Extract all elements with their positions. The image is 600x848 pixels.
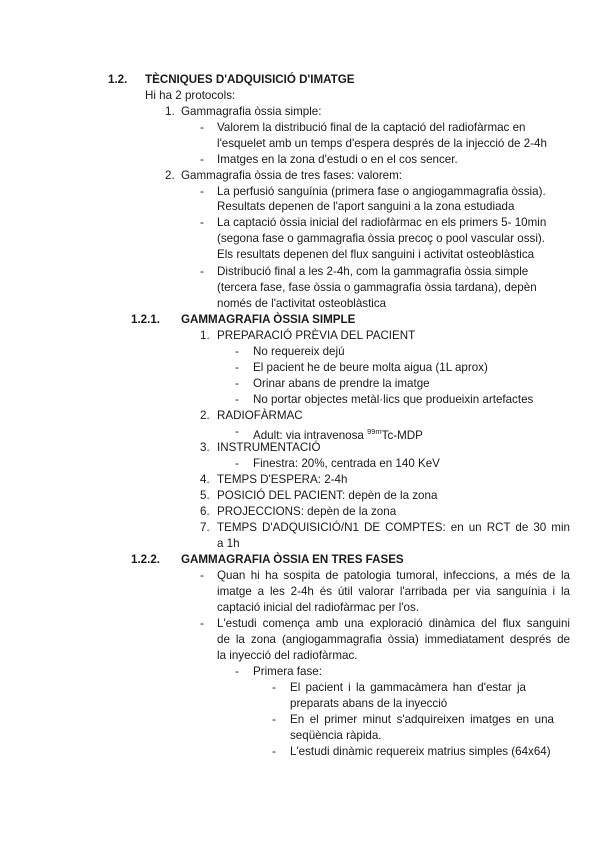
bullet-text: La captació òssia inicial del radiofàrmac en els primers 5- 10min (217, 216, 547, 229)
list-item-label: INSTRUMENTACIÓ (217, 441, 321, 454)
subsection-number: 1.2.1. (131, 313, 161, 326)
bullet-dash: - (272, 713, 276, 726)
bullet-text: només de l'activitat osteoblàstica (217, 297, 387, 310)
bullet-text: (tercera fase, fase òssia o gammagrafia òssia tardana), depèn (217, 281, 537, 294)
subsection-number: 1.2.2. (131, 553, 161, 566)
bullet-text: captació inicial del radiofàrmac per l'os. (217, 601, 419, 614)
intro-text: Hi ha 2 protocols: (145, 89, 236, 102)
bullet-text: La perfusió sanguínia (primera fase o angiogammagrafia òssia). (217, 185, 546, 198)
bullet-dash: - (235, 665, 239, 678)
bullet-text: L'estudi dinàmic requereix matrius simples (64x64) (290, 745, 551, 758)
bullet-text: imatge a les 2-4h és útil valorar l'arribada per via sanguínia i la (217, 585, 570, 598)
list-number: 3. (200, 441, 210, 454)
list-item-label: POSICIÓ DEL PACIENT: depèn de la zona (217, 489, 438, 502)
bullet-text: Els resultats depenen del flux sanguini i activitat osteoblàstica (217, 248, 535, 261)
bullet-text: Valorem la distribució final de la captació del radiofàrmac en (217, 121, 526, 134)
bullet-dash: - (200, 185, 204, 198)
list-number: 1. (165, 105, 175, 118)
bullet-text: seqüència ràpida. (290, 729, 382, 742)
bullet-text: Imatges en la zona d'estudi o en el cos sencer. (217, 153, 458, 166)
list-item-label-continued: a 1h (217, 537, 240, 550)
bullet-text: L'estudi comença amb una exploració dinàmica del flux sanguini (217, 617, 570, 630)
bullet-dash: - (200, 617, 204, 630)
bullet-dash: - (200, 569, 204, 582)
list-item-label: PROJECCIONS: depèn de la zona (217, 505, 397, 518)
bullet-dash: - (200, 121, 204, 134)
subsection-title: GAMMAGRAFIA ÒSSIA EN TRES FASES (181, 553, 404, 566)
bullet-dash: - (235, 361, 239, 374)
isotope-superscript: 99m (367, 427, 382, 436)
radiopharmaceutical-route: Adult: via intravenosa (253, 428, 368, 442)
protocol-title: Gammagrafia òssia de tres fases: valorem: (181, 169, 403, 182)
list-number: 7. (200, 521, 210, 534)
bullet-dash: - (272, 681, 276, 694)
bullet-dash: - (200, 216, 204, 229)
bullet-text: Distribució final a les 2-4h, com la gammagrafia òssia simple (217, 265, 529, 278)
section-title: TÈCNIQUES D'ADQUISICIÓ D'IMATGE (145, 73, 355, 86)
bullet-text: de la zona (angiogammagrafia òssia) immediatament després de (217, 633, 570, 646)
list-number: 5. (200, 489, 210, 502)
radiopharmaceutical-name: Tc-MDP (381, 428, 423, 442)
bullet-text: preparats abans de la inyecció (290, 697, 448, 710)
bullet-dash: - (235, 345, 239, 358)
list-number: 2. (200, 409, 210, 422)
subsection-title: GAMMAGRAFIA ÒSSIA SIMPLE (181, 313, 356, 326)
section-number: 1.2. (108, 73, 128, 86)
bullet-text: No requereix dejú (253, 345, 345, 358)
list-item-label: RADIOFÀRMAC (217, 409, 303, 422)
list-item-label: PREPARACIÓ PRÈVIA DEL PACIENT (217, 329, 416, 342)
bullet-dash: - (235, 425, 239, 438)
bullet-text: No portar objectes metàl·lics que produeixin artefactes (253, 393, 534, 406)
bullet-dash: - (235, 393, 239, 406)
bullet-text: Primera fase: (253, 665, 322, 678)
bullet-text: la inyecció del radiofàrmac. (217, 649, 358, 662)
bullet-dash: - (200, 153, 204, 166)
list-number: 6. (200, 505, 210, 518)
bullet-dash: - (235, 457, 239, 470)
list-number: 1. (200, 329, 210, 342)
bullet-text: El pacient i la gammacàmera han d'estar ja (290, 681, 526, 694)
bullet-text: Resultats depenen de l'aport sanguini a la zona estudiada (217, 200, 515, 213)
bullet-dash: - (200, 265, 204, 278)
bullet-text: (segona fase o gammagrafia òssia precoç o pool vascular ossi). (217, 232, 546, 245)
bullet-text: Orinar abans de prendre la imatge (253, 377, 430, 390)
list-item-label: TEMPS D'ESPERA: 2-4h (217, 473, 348, 486)
bullet-dash: - (272, 745, 276, 758)
list-number: 4. (200, 473, 210, 486)
list-item-label: TEMPS D'ADQUISICIÓ/N1 DE COMPTES: en un RCT de 30 min (217, 521, 570, 534)
list-number: 2. (165, 169, 175, 182)
bullet-text: Finestra: 20%, centrada en 140 KeV (253, 457, 440, 470)
bullet-text: En el primer minut s'adquireixen imatges en una (290, 713, 554, 726)
bullet-text: Quan hi ha sospita de patologia tumoral, infeccions, a més de la (217, 569, 570, 582)
protocol-title: Gammagrafia òssia simple: (181, 105, 322, 118)
bullet-dash: - (235, 377, 239, 390)
bullet-text: l'esquelet amb un temps d'espera després de la injecció de 2-4h (217, 137, 547, 150)
bullet-text: El pacient he de beure molta aigua (1L aprox) (253, 361, 488, 374)
